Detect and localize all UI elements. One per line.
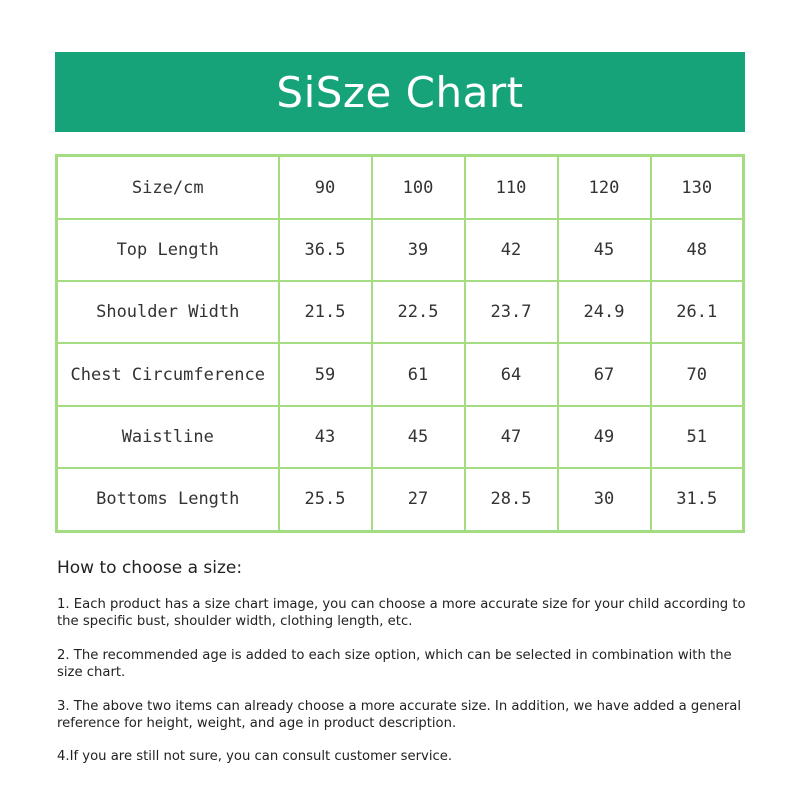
guide-note-2: 2. The recommended age is added to each size option, which can be selected in combination with the size chart. <box>57 648 732 680</box>
guide-note-1: 1. Each product has a size chart image, you can choose a more accurate size for your child according to the specific bust, shoulder width, clothing length, etc. <box>57 597 746 629</box>
value-cell: 45 <box>558 219 651 281</box>
page-title-banner <box>55 52 745 132</box>
value-cell: 51 <box>651 406 744 468</box>
header-size-cell: 130 <box>651 156 744 220</box>
table-row-waistline <box>57 406 744 468</box>
value-cell: 36.5 <box>279 219 372 281</box>
value-cell: 42 <box>465 219 558 281</box>
row-label-cell: Chest Circumference <box>57 343 279 405</box>
table-row-top-length <box>57 219 744 281</box>
value-cell: 28.5 <box>465 468 558 532</box>
value-cell: 23.7 <box>465 281 558 343</box>
header-label-cell: Size/cm <box>57 156 279 220</box>
table-row-chest-circumference <box>57 343 744 405</box>
value-cell: 27 <box>372 468 465 532</box>
value-cell: 49 <box>558 406 651 468</box>
guide-note-4: 4.If you are still not sure, you can consult customer service. <box>57 749 453 764</box>
value-cell: 67 <box>558 343 651 405</box>
value-cell: 70 <box>651 343 744 405</box>
guide-note-3: 3. The above two items can already choose a more accurate size. In addition, we have added a general reference for height, weight, and age in product description. <box>57 699 742 731</box>
row-label-cell: Top Length <box>57 219 279 281</box>
header-size-cell: 110 <box>465 156 558 220</box>
value-cell: 26.1 <box>651 281 744 343</box>
value-cell: 47 <box>465 406 558 468</box>
row-label-cell: Waistline <box>57 406 279 468</box>
header-size-cell: 90 <box>279 156 372 220</box>
how-to-choose-heading: How to choose a size: <box>57 558 243 578</box>
table-header-row <box>57 156 744 220</box>
value-cell: 22.5 <box>372 281 465 343</box>
value-cell: 64 <box>465 343 558 405</box>
table-row-shoulder-width <box>57 281 744 343</box>
row-label-cell: Bottoms Length <box>57 468 279 532</box>
value-cell: 25.5 <box>279 468 372 532</box>
header-size-cell: 100 <box>372 156 465 220</box>
value-cell: 31.5 <box>651 468 744 532</box>
page-title: SiSze Chart <box>276 67 524 117</box>
value-cell: 61 <box>372 343 465 405</box>
table-row-bottoms-length <box>57 468 744 532</box>
value-cell: 45 <box>372 406 465 468</box>
header-size-cell: 120 <box>558 156 651 220</box>
value-cell: 59 <box>279 343 372 405</box>
value-cell: 21.5 <box>279 281 372 343</box>
row-label-cell: Shoulder Width <box>57 281 279 343</box>
value-cell: 48 <box>651 219 744 281</box>
value-cell: 43 <box>279 406 372 468</box>
value-cell: 30 <box>558 468 651 532</box>
value-cell: 24.9 <box>558 281 651 343</box>
value-cell: 39 <box>372 219 465 281</box>
size-chart-table <box>55 154 745 533</box>
